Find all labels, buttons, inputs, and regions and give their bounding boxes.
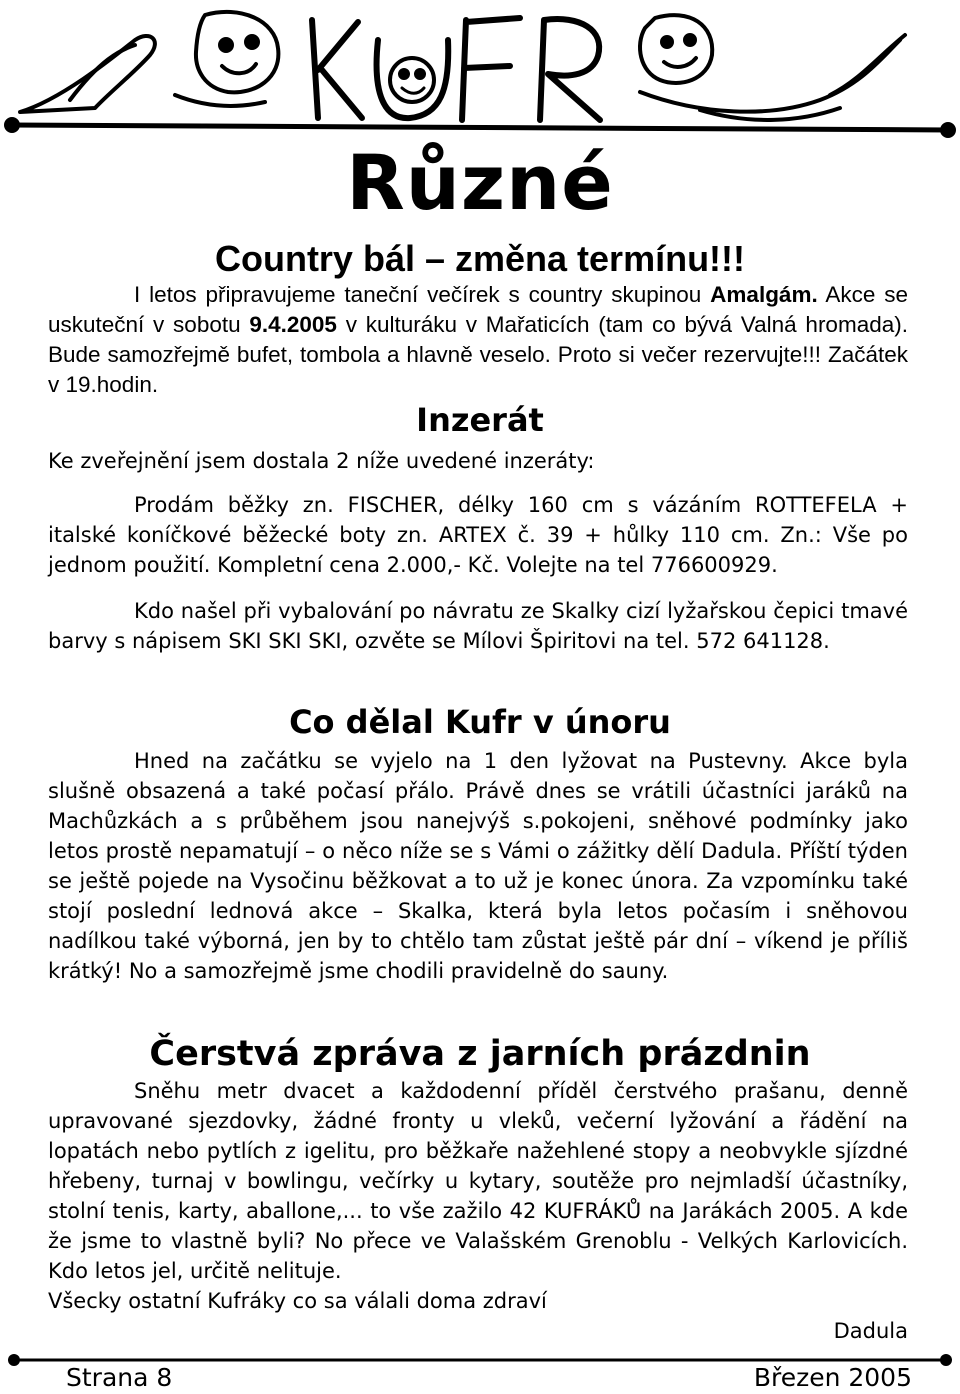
zprava-paragraph: Sněhu metr dvacet a každodenní příděl čerstvého prašanu, denně upravované sjezdovky, žádné fronty u vleků, večerní lyžování a řádění na lopatách nebo pytlích z igelitu, pro běžkaře nažehlené stopy a neobvykle sjízdné hřebeny, turnaj v bowlingu, večírky u kytary, soutěže pro nejmladší účastníky, stolní tenis, karty, aballone,... to vše zažilo 42 KUFRÁKŮ na Jarákách 2005. A kde že jsme to vlastně byli? No přece ve Valašském Grenoblu - Velkých Karlovicích. Kdo letos jel, určitě nelituje. xyxy=(48,1079,908,1283)
event-date: 9.4.2005 xyxy=(249,312,337,337)
inzerat-heading: Inzerát xyxy=(416,401,544,439)
left-figure-head xyxy=(196,12,278,92)
zprava-last-line: Všecky ostatní Kufráky co sa válali doma zdraví xyxy=(48,1289,547,1313)
signature: Dadula xyxy=(833,1319,908,1343)
issue-date: Březen 2005 xyxy=(753,1363,912,1392)
ad-lost-cap: Kdo našel při vybalování po návratu ze Skalky cizí lyžařskou čepici tmavé barvy s nápisem SKI SKI SKI, ozvěte se Mílovi Špiritovi na tel. 572 641128. xyxy=(48,599,908,653)
ad-ski-sale: Prodám běžky zn. FISCHER, délky 160 cm s vázáním ROTTEFELA + italské koníčkové běžecké boty zn. ARTEX č. 39 + hůlky 110 cm. Zn.: Vše po jednom použití. Kompletní cena 2.000,- Kč. Volejte na tel 776600929. xyxy=(48,493,908,577)
masthead xyxy=(0,0,960,140)
left-figure-leg xyxy=(70,45,135,100)
logo-letter-f xyxy=(462,18,520,120)
country-text-3: v kulturáku v Mařaticích (tam co bývá Valná hromada). Bude samozřejmě bufet, tombola a hlavně veselo. Proto si večer rezervujte!!! Začátek v 19.hodin. xyxy=(48,312,908,397)
logo-letter-k xyxy=(312,20,362,118)
page-title: Různé xyxy=(346,138,614,227)
inzerat-intro: Ke zveřejnění jsem dostala 2 níže uvedené inzeráty: xyxy=(48,449,595,473)
zprava-heading: Čerstvá zpráva z jarních prázdnin xyxy=(149,1034,811,1074)
band-name: Amalgám. xyxy=(710,282,818,307)
logo-letter-r xyxy=(540,19,600,120)
right-figure-head xyxy=(640,15,712,83)
country-heading: Country bál – změna termínu!!! xyxy=(214,238,746,279)
page-number: Strana 8 xyxy=(66,1363,173,1392)
country-text-2: Akce se uskuteční v sobotu xyxy=(48,282,908,337)
unor-paragraph: Hned na začátku se vyjelo na 1 den lyžovat na Pustevny. Akce byla slušně obsazená a také počasí přálo. Právě dnes se vrátili účastníci jaráků na Machůzkách a s průběhem jsou nanejvýš s.pokojeni, sněhové podmínky jako letos prostě nepamatují – o něco níže se s Vámi o zážitky dělí Dadula. Příští týden se ještě pojede na Vysočinu běžkovat a to už je konec února. Za vzpomínku také stojí poslední lednová akce – Skalka, která byla letos počasím i sněhovou nadílkou také výborná, jen by to chtělo tam zůstat ještě pár dní – víkend je příliš krátký! No a samozřejmě jsme chodili pravidelně do sauny. xyxy=(48,749,908,983)
masthead-rule xyxy=(10,125,950,130)
left-figure-body xyxy=(20,36,155,112)
masthead-illustration xyxy=(0,0,960,140)
left-figure-arm xyxy=(175,95,265,106)
country-text-1: I letos připravujeme taneční večírek s country skupinou xyxy=(134,282,711,307)
logo-letter-u xyxy=(377,40,449,118)
unor-heading: Co dělal Kufr v únoru xyxy=(289,703,671,741)
right-figure-leg xyxy=(830,35,905,95)
country-paragraph xyxy=(48,280,908,400)
